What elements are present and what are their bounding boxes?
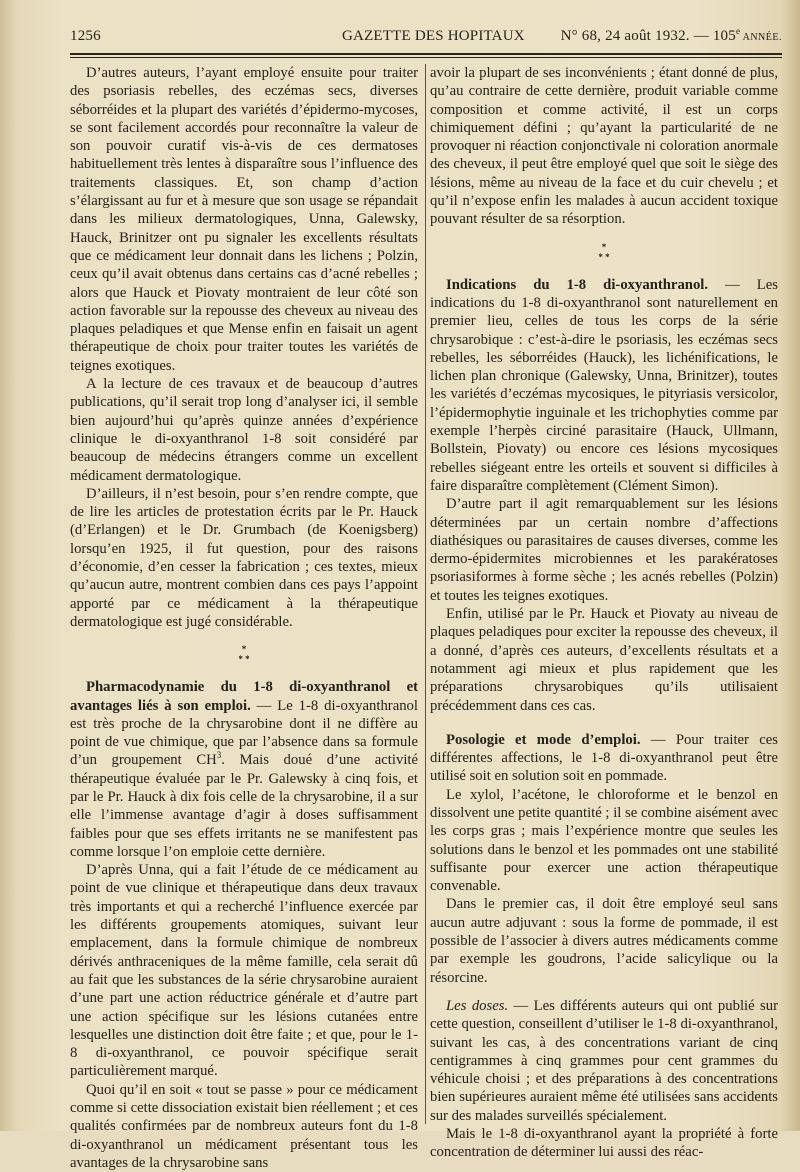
paragraph xyxy=(430,276,778,496)
section-heading: Indications du 1-8 di-oxyanthranol. xyxy=(446,276,709,293)
left-column xyxy=(70,64,418,1172)
journal-title: GAZETTE DES HOPITAUX xyxy=(342,28,525,44)
paragraph: A la lecture de ces travaux et de beaucoup d’autres publications, qu’il serait trop long d’analyser ici, il semble bien aujourd’hui qu’après quinze années d’expérience clinique le di-oxyanthranol 1-8 soit considéré par beaucoup de médecins étrangers comme un excellent médicament dermatologique. xyxy=(70,376,418,484)
star-top: * xyxy=(241,644,247,655)
spacer xyxy=(430,987,778,997)
paragraph: avoir la plupart de ses inconvénients ; étant donné de plus, qu’au contraire de cette dernière, produit variable comme composition et comme activité, il est un corps chimiquement défini ; qu’ayant la particularité de ne provoquer ni réaction conjonctivale ni coloration anormale des cheveux, il peut être employé quel que soit le siège des lésions, même au niveau de la face et du cuir chevelu ; et qu’il n’expose enfin les malades à aucun accident toxique pouvant résulter de sa résorption. xyxy=(430,65,778,228)
star-bottom: * * xyxy=(238,654,250,665)
paragraph: Le xylol, l’acétone, le chloroforme et le benzol en dissolvent une petite quantité ; il se combine aisément avec les corps gras ; mais l’expérience montre que seules les solutions dans le benzol et les pommades ont une stabilité suffisante pour exercer une action thérapeutique convenable. xyxy=(430,786,778,895)
paragraph: Enfin, utilisé par le Pr. Hauck et Piovaty au niveau de plaques peladiques pour exciter la repousse des cheveux, il a donné, d’après ces auteurs, d’excellents résultats et a notamment agi mieux et plus rapidement que les préparations chrysarobiques qu’ils utilisaient précédemment dans ces cas. xyxy=(430,606,778,714)
superscript: 3 xyxy=(216,750,222,761)
section-heading: Posologie et mode d’emploi. xyxy=(446,731,641,748)
paragraph: D’après Unna, qui a fait l’étude de ce médicament au point de vue clinique et thérapeutique dans deux travaux très importants et qui a recherché l’influence exercée par les différents groupements atomiques, suivant leur emplacement, dans la formule chimique de nombreux dérivés anthraceniques de la même famille, cela serait dû au fait que les substances de la série chrysarobine auraient d’une part une action réductrice générale et d’autre part une action spécifique sur les lésions cutanées entre lesquelles une distinction doit être faite ; et que, pour le 1-8 di-oxyanthranol, ce pouvoir spécifique serait particulièrement marqué. xyxy=(70,862,418,1080)
paragraph xyxy=(430,731,778,786)
issue-text: N° 68, 24 août 1932. — 105 xyxy=(560,28,736,44)
paragraph-text: — Le 1-8 di-oxyanthranol est très proche de la chrysarobine dont il ne diffère au point de vue chimique, que par l’absence dans sa formule d’un groupement CH xyxy=(70,697,418,769)
right-column xyxy=(430,64,778,1162)
section-separator xyxy=(430,242,778,262)
section-separator xyxy=(70,644,418,664)
page-header xyxy=(70,28,782,48)
star-top: * xyxy=(601,241,607,252)
issue-year-label: ANNÉE. xyxy=(740,32,782,43)
paragraph-text: — Les indications du 1-8 di-oxyanthranol sont naturellement en premier lieu, celles de tous les corps de la série chrysarobique : c’est-à-dire le psoriasis, les eczémas secs rebelles, les séborréides (Hauck), les lichénifications, le lichen plan chronique (Galewsky, Unna, Brinitzer), toutes les variétés d’eczémas mycosiques, le pityriasis versicolor, l’épidermophytie inguinale et les trichophyties comme par exemple l’herpès circiné parasitaire (Hauck, Ullmann, Bollstein, Piovaty) ou encore ces lésions mycosiques rebelles siégeant entre les orteils et souvent si difficiles à faire disparaître complètement (Clément Simon). xyxy=(430,276,779,494)
section-heading: Les doses. xyxy=(446,997,509,1014)
paragraph-text: — Les différents auteurs qui ont publié sur cette question, conseillent d’utiliser le 1-8 di-oxyanthranol, suivant les cas, à des concentrations variant de cinq centigrammes à cinq grammes pour cent grammes du véhicule choisi ; et des préparations à des concentrations bien supérieures auraient même été utilisées sans accidents sur des malades surveillés spécialement. xyxy=(430,997,778,1124)
paragraph: D’autre part il agit remarquablement sur les lésions déterminées par un certain nombre d’affections diathésiques ou parasitaires de causes diverses, comme les dermo-épidermites microbiennes et les parakératoses psoriasiformes à forme sèche ; les acnés rebelles (Polzin) et toutes les teignes exotiques. xyxy=(430,496,778,604)
paragraph: Quoi qu’il en soit « tout se passe » pour ce médicament comme si cette dissociation existait bien réellement ; et ces qualités confirmées par de nombreux auteurs font du 1-8 di-oxyanthranol un médicament présentant tous les avantages de la chrysarobine sans xyxy=(70,1081,418,1171)
header-rule xyxy=(70,53,782,55)
issue-suffix: e xyxy=(735,26,741,36)
star-bottom: * * xyxy=(598,251,610,262)
paragraph-text: . Mais doué d’une activité thérapeutique évaluée par le Pr. Galewsky à cinq fois, et par le Pr. Hauck à dix fois celle de la chrysarobine, il a sur elle l’immense avantage d’agir à doses suffisamment faibles pour que ses effets irritants ne se manifestent pas comme lorsque l’on emploie cette dernière. xyxy=(70,752,418,860)
column-divider xyxy=(425,64,426,1124)
header-rule-thin xyxy=(70,57,782,58)
paragraph-text: — Pour traiter ces différentes affections, le 1-8 di-oxyanthranol peut être utilisé soit en solution soit en pommade. xyxy=(430,731,778,785)
issue-date xyxy=(561,28,782,45)
paragraph: D’autres auteurs, l’ayant employé ensuite pour traiter des psoriasis rebelles, des eczémas secs, diverses séborréides et la plupart des variétés d’épidermo-mycoses, se sont facilement accordés pour reconnaître la valeur de son pouvoir curatif vis-à-vis de ces dermatoses habituellement très lentes à disparaître sous l’influence des traitements classiques. Et, son champ d’action s’élargissant au fur et à mesure que son usage se répandait dans les milieux dermatologiques, Unna, Galewsky, Hauck, Brinitzer ont pu signaler les excellents résultats que ce médicament leur donnait dans les lichens ; Polzin, ceux qu’il avait obtenus dans certains cas d’acné rebelles ; alors que Hauck et Piovaty montraient de leur côté son action favorable sur la repousse des cheveux au niveau des plaques peladiques et que Mense enfin en faisait un agent thérapeutique de choix pour traiter toutes les variétés de teignes exotiques. xyxy=(70,65,418,374)
page-number: 1256 xyxy=(70,28,101,44)
paragraph: Mais le 1-8 di-oxyanthranol ayant la propriété à forte concentration de déterminer lui aussi des réac- xyxy=(430,1126,778,1161)
paragraph xyxy=(430,997,778,1125)
spacer xyxy=(430,715,778,731)
section-heading: Pharmacodynamie du 1-8 di-oxyanthranol et avantages liés à son emploi. xyxy=(70,679,418,714)
paragraph xyxy=(70,678,418,861)
paragraph: Dans le premier cas, il doit être employé seul sans aucun autre adjuvant : sous la forme de pommade, il est possible de l’associer à divers autres médicaments comme par exemple les goudrons, l’acide salicylique ou la résorcine. xyxy=(430,896,778,986)
paragraph: D’ailleurs, il n’est besoin, pour s’en rendre compte, que de lire les articles de protestation écrits par le Pr. Hauck (d’Erlangen) et le Dr. Grumbach (de Koenigsberg) lorsqu’en 1925, il fut question, pour des raisons d’économie, d’en cesser la fabrication ; ces textes, mieux qu’aucun autre, montrent combien dans ces pays l’appoint apporté par ce médicament à la thérapeutique dermatologique est jugé considérable. xyxy=(70,485,418,630)
